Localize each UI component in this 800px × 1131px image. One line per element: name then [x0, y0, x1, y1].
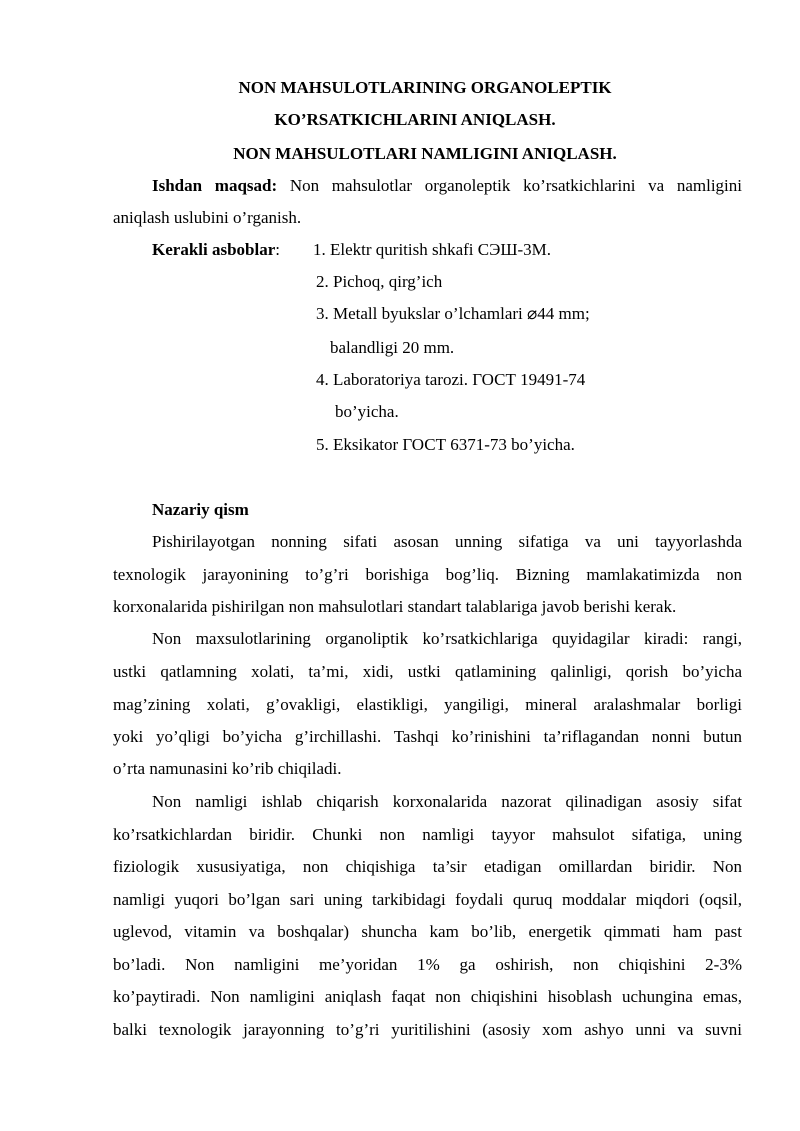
tools-item-2: 2. Pichoq, qirg’ich: [316, 272, 443, 291]
tools-item-4: 4. Laboratoriya tarozi. ГОСТ 19491-74: [316, 370, 586, 389]
tools-item-3: 3. Metall byukslar o’lchamlari ⌀44 mm;: [316, 304, 590, 323]
theory-line-15: ko’paytiradi. Non namligini aniqlash faqat non chiqishini hisoblash uchungina emas,: [113, 987, 742, 1006]
theory-line-9: Non namligi ishlab chiqarish korxonalarida nazorat qilinadigan asosiy sifat: [152, 792, 742, 811]
theory-heading: Nazariy qism: [152, 500, 249, 519]
theory-line-16: balki texnologik jarayonning to’g’ri yuritilishini (asosiy xom ashyo unni va suvni: [113, 1020, 742, 1039]
theory-line-14: bo’ladi. Non namligini me’yoridan 1% ga oshirish, non chiqishini 2-3%: [113, 955, 742, 974]
tools-label-colon: :: [275, 240, 280, 259]
document-title-line-1: NON MAHSULOTLARINING ORGANOLEPTIK: [238, 78, 612, 97]
theory-line-6: mag’zining xolati, g’ovakligi, elastikligi, yangiligi, mineral aralashmalar borligi: [113, 695, 742, 714]
document-title-line-2: KO’RSATKICHLARINI ANIQLASH.: [274, 110, 556, 129]
goal-text-1: Non mahsulotlar organoleptik ko’rsatkichlarini va namligini: [289, 176, 743, 195]
theory-line-7: yoki yo’qligi bo’yicha g’irchillashi. Tashqi ko’rinishini ta’riflagandan nonni butun: [113, 727, 742, 746]
theory-line-8: o’rta namunasini ko’rib chiqiladi.: [113, 759, 342, 778]
theory-line-1: Pishirilayotgan nonning sifati asosan unning sifatiga va uni tayyorlashda: [152, 532, 742, 551]
theory-line-4: Non maxsulotlarining organoliptik ko’rsatkichlariga quyidagilar kiradi: rangi,: [152, 629, 742, 648]
tools-item-5: 5. Eksikator ГОСТ 6371-73 bo’yicha.: [316, 435, 575, 454]
goal-label: Ishdan maqsad:: [152, 176, 278, 195]
theory-line-3: korxonalarida pishirilgan non mahsulotlari standart talablariga javob berishi kerak.: [113, 597, 677, 616]
tools-label-line: [152, 240, 280, 260]
document-title-line-3: NON MAHSULOTLARI NAMLIGINI ANIQLASH.: [233, 144, 617, 163]
theory-line-11: fiziologik xususiyatiga, non chiqishiga ta’sir etadigan omillardan biridir. Non: [113, 857, 742, 876]
theory-line-13: uglevod, vitamin va boshqalar) shuncha kam bo’lib, energetik qimmati ham past: [113, 922, 742, 941]
theory-line-2: texnologik jarayonining to’g’ri borishiga bog’liq. Bizning mamlakatimizda non: [113, 565, 742, 584]
theory-line-5: ustki qatlamning xolati, ta’mi, xidi, ustki qatlamining qalinligi, qorish bo’yicha: [113, 662, 742, 681]
theory-line-10: ko’rsatkichlardan biridir. Chunki non namligi tayyor mahsulot sifatiga, uning: [113, 825, 742, 844]
goal-paragraph-line-2: aniqlash uslubini o’rganish.: [113, 208, 302, 227]
goal-paragraph-line-1: [152, 176, 742, 196]
theory-line-12: namligi yuqori bo’lgan sari uning tarkibidagi foydali quruq moddalar miqdori (oqsil,: [113, 890, 742, 909]
tools-label: Kerakli asboblar: [152, 240, 276, 259]
tools-item-4-continued: bo’yicha.: [335, 402, 399, 421]
tools-item-1: 1. Elektr quritish shkafi СЭШ-3М.: [313, 240, 552, 259]
tools-item-3-continued: balandligi 20 mm.: [330, 338, 455, 357]
